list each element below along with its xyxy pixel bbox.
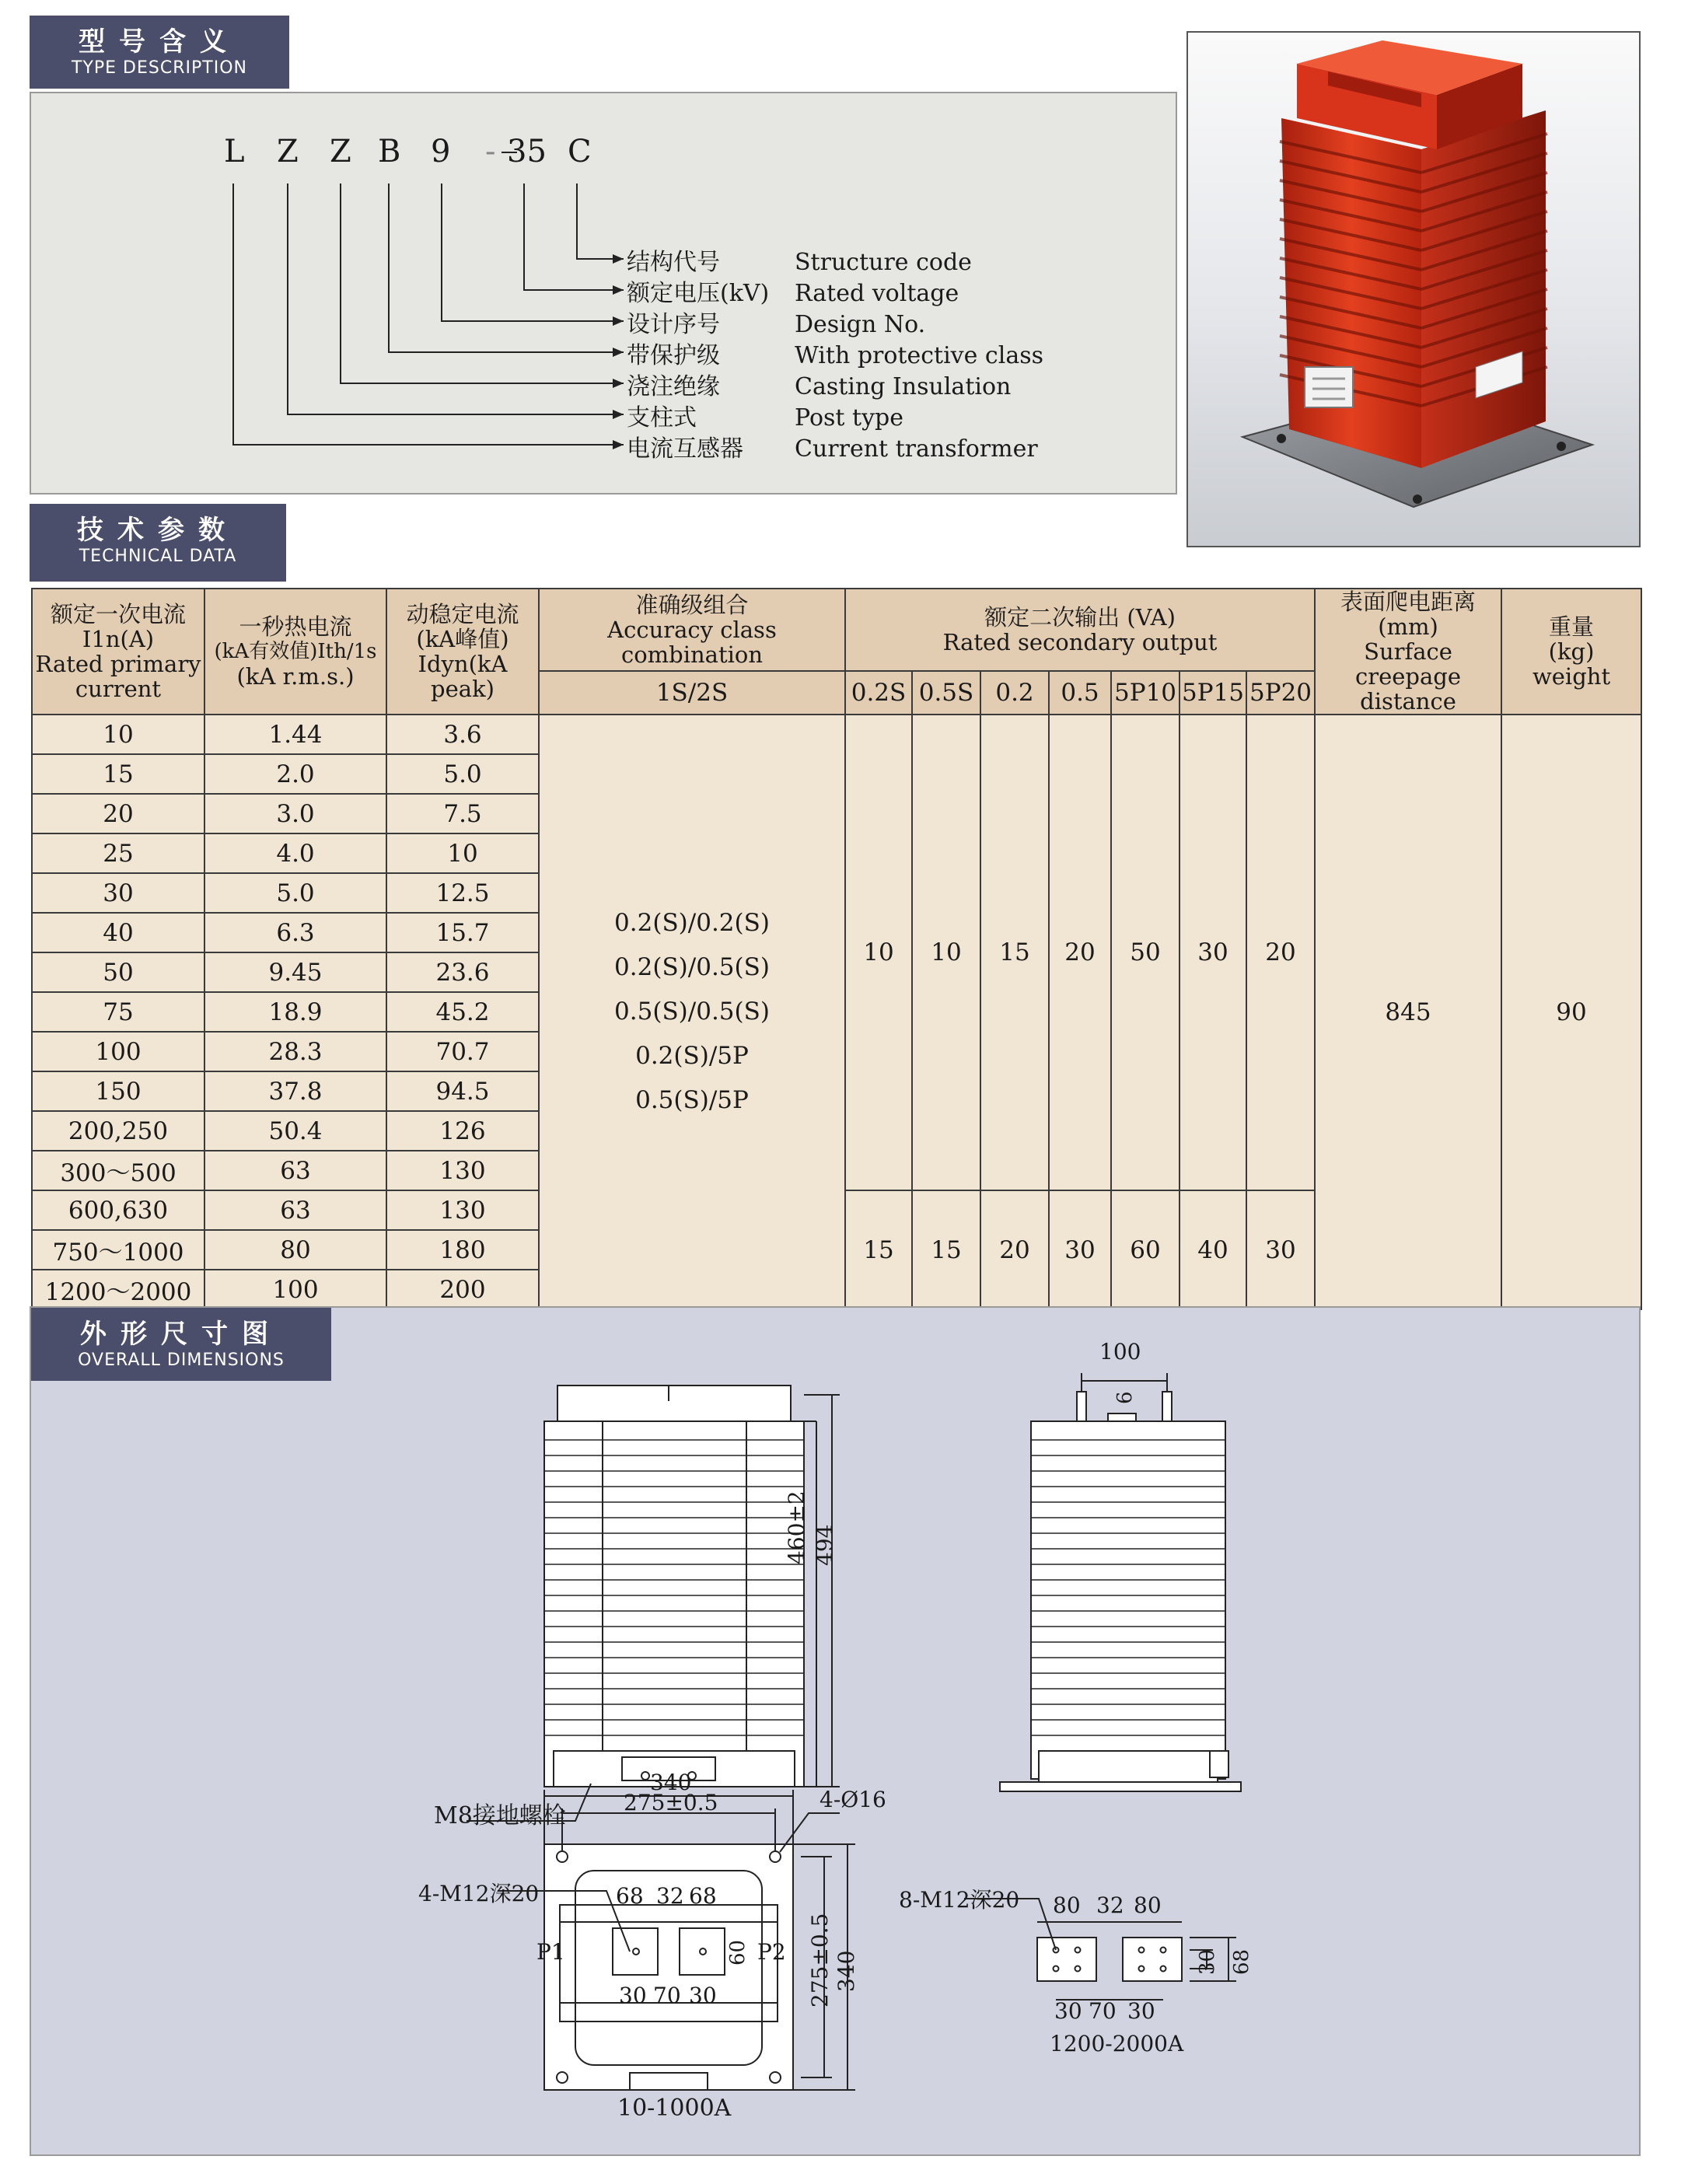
header-text: Idyn(kA peak) xyxy=(418,651,508,702)
cell-thermal: 6.3 xyxy=(204,913,386,952)
cell-accuracy-combinations xyxy=(539,715,845,1309)
desc-en: Design No. xyxy=(795,311,926,338)
code-letter-dash: - xyxy=(485,134,496,169)
cell-creepage: 845 xyxy=(1315,715,1501,1309)
cell-thermal: 37.8 xyxy=(204,1071,386,1111)
code-letter-35: 35 xyxy=(507,134,547,169)
dim-term-bot-3: 30 xyxy=(689,1983,717,2008)
accuracy-item: 0.2(S)/0.2(S) xyxy=(614,909,770,937)
terminal-p1: P1 xyxy=(536,1939,565,1965)
desc-cn: 结构代号 xyxy=(627,249,720,276)
technical-data-header-cn: 技术参数 xyxy=(77,515,239,546)
header-text: 一秒热电流 xyxy=(239,613,352,640)
col-header-primary xyxy=(32,589,204,715)
class-5p10: 5P10 xyxy=(1111,671,1179,715)
cell-primary: 10 xyxy=(32,715,204,754)
cell-primary: 75 xyxy=(32,992,204,1032)
cell-dynamic: 23.6 xyxy=(386,952,539,992)
header-text: (kA有效值)Ith/1s xyxy=(214,640,377,663)
dimension-drawings xyxy=(31,1308,1639,2154)
large-bot-2: 70 xyxy=(1089,1998,1117,2024)
cell-thermal: 1.44 xyxy=(204,715,386,754)
cell-output-g1: 15 xyxy=(980,715,1049,1190)
technical-data-header xyxy=(30,504,286,582)
cell-primary: 100 xyxy=(32,1032,204,1071)
cell-thermal: 3.0 xyxy=(204,794,386,833)
cell-dynamic: 15.7 xyxy=(386,913,539,952)
header-text: I1n(A) xyxy=(82,626,155,652)
dim-term-top-3: 68 xyxy=(689,1883,717,1909)
cell-primary: 40 xyxy=(32,913,204,952)
cell-primary: 300～500 xyxy=(32,1151,204,1190)
col-header-accuracy-sub: 1S/2S xyxy=(539,671,845,715)
header-text: Rated primary xyxy=(35,651,201,677)
cell-primary: 1200～2000 xyxy=(32,1270,204,1309)
cell-dynamic: 45.2 xyxy=(386,992,539,1032)
cell-output-g1: 10 xyxy=(912,715,980,1190)
cell-output-g1: 20 xyxy=(1246,715,1315,1190)
bolt-label: M8接地螺栓 xyxy=(434,1802,566,1829)
large-tapped: 8-M12深20 xyxy=(899,1887,1020,1913)
product-photo xyxy=(1186,31,1641,547)
cell-dynamic: 70.7 xyxy=(386,1032,539,1071)
overall-dimensions-header xyxy=(31,1308,331,1381)
header-text: 表面爬电距离 xyxy=(1340,589,1477,615)
desc-en: Structure code xyxy=(795,249,972,276)
desc-row-structure xyxy=(627,243,972,277)
type-description-header-en: TYPE DESCRIPTION xyxy=(72,58,247,78)
cell-thermal: 2.0 xyxy=(204,754,386,794)
header-text: current xyxy=(75,676,162,702)
cell-output-g2: 30 xyxy=(1246,1190,1315,1309)
col-header-weight xyxy=(1501,589,1641,715)
cell-primary: 20 xyxy=(32,794,204,833)
cell-primary: 150 xyxy=(32,1071,204,1111)
cell-output-g2: 20 xyxy=(980,1190,1049,1309)
range-10-1000a: 10-1000A xyxy=(617,2095,732,2122)
cell-output-g1: 50 xyxy=(1111,715,1179,1190)
large-top-1: 80 xyxy=(1053,1892,1081,1918)
cell-thermal: 28.3 xyxy=(204,1032,386,1071)
header-text: 动稳定电流 xyxy=(406,601,519,627)
code-letter-c: C xyxy=(568,134,592,169)
terminal-p2: P2 xyxy=(757,1939,786,1965)
header-text: distance xyxy=(1360,688,1456,715)
header-text: (kA r.m.s.) xyxy=(236,663,355,690)
cell-thermal: 50.4 xyxy=(204,1111,386,1151)
type-description-panel xyxy=(30,92,1177,494)
cell-primary: 15 xyxy=(32,754,204,794)
range-1200-2000a: 1200-2000A xyxy=(1050,2031,1184,2056)
dim-front-total-height: 494 xyxy=(812,1524,837,1566)
desc-cn: 支柱式 xyxy=(627,404,697,432)
dim-side-top-width: 100 xyxy=(1099,1339,1141,1365)
overall-dimensions-header-en: OVERALL DIMENSIONS xyxy=(78,1351,285,1370)
desc-row-ct xyxy=(627,429,1038,463)
header-text: 额定一次电流 xyxy=(50,601,186,627)
cell-dynamic: 7.5 xyxy=(386,794,539,833)
desc-row-design xyxy=(627,305,925,339)
cell-dynamic: 200 xyxy=(386,1270,539,1309)
cell-thermal: 5.0 xyxy=(204,873,386,913)
type-description-header-cn: 型号含义 xyxy=(79,26,240,58)
large-top-3: 80 xyxy=(1134,1892,1162,1918)
desc-row-voltage xyxy=(627,274,959,308)
cell-primary: 200,250 xyxy=(32,1111,204,1151)
technical-data-table xyxy=(31,588,1642,1310)
desc-row-casting xyxy=(627,367,1011,401)
cell-output-g2: 40 xyxy=(1179,1190,1246,1309)
cell-thermal: 18.9 xyxy=(204,992,386,1032)
cell-output-g2: 30 xyxy=(1049,1190,1111,1309)
desc-en: Rated voltage xyxy=(795,280,959,307)
desc-row-protective xyxy=(627,336,1043,370)
dim-term-bot-2: 70 xyxy=(653,1983,681,2008)
cell-thermal: 80 xyxy=(204,1230,386,1270)
dim-base-tapped: 4-M12深20 xyxy=(418,1881,540,1906)
header-text: (kg) xyxy=(1548,638,1595,665)
cell-thermal: 4.0 xyxy=(204,833,386,873)
technical-data-header-en: TECHNICAL DATA xyxy=(79,547,237,566)
header-text: Accuracy class combination xyxy=(607,616,777,668)
cell-output-g2: 15 xyxy=(912,1190,980,1309)
desc-en: Casting Insulation xyxy=(795,373,1012,400)
class-0-5: 0.5 xyxy=(1049,671,1111,715)
dim-term-bot-1: 30 xyxy=(619,1983,647,2008)
cell-output-g1: 10 xyxy=(845,715,912,1190)
cell-dynamic: 126 xyxy=(386,1111,539,1151)
cell-thermal: 63 xyxy=(204,1190,386,1230)
code-letter-b: B xyxy=(378,134,401,169)
overall-dimensions-header-cn: 外形尺寸图 xyxy=(80,1319,282,1350)
dim-term-top-2: 32 xyxy=(656,1883,684,1909)
dim-base-width: 340 xyxy=(650,1770,692,1795)
accuracy-item: 0.5(S)/5P xyxy=(635,1086,749,1114)
desc-row-post xyxy=(627,398,903,432)
accuracy-item: 0.2(S)/0.5(S) xyxy=(614,953,770,981)
desc-en: With protective class xyxy=(795,342,1043,369)
cell-output-g1: 20 xyxy=(1049,715,1111,1190)
cell-thermal: 63 xyxy=(204,1151,386,1190)
cell-output-g2: 60 xyxy=(1111,1190,1179,1309)
desc-cn: 带保护级 xyxy=(627,342,720,369)
dim-side-top-gap: 6 xyxy=(1113,1391,1137,1404)
col-header-dynamic xyxy=(386,589,539,715)
large-h1: 30 xyxy=(1196,1948,1219,1975)
header-text: Rated secondary output xyxy=(942,628,1218,655)
dim-base-v-span: 275±0.5 xyxy=(807,1913,833,2008)
header-text: Surface creepage xyxy=(1355,638,1462,690)
dim-term-height: 60 xyxy=(726,1939,750,1966)
class-5p20: 5P20 xyxy=(1246,671,1315,715)
desc-cn: 浇注绝缘 xyxy=(627,373,720,400)
header-text: 准确级组合 xyxy=(635,591,749,618)
desc-cn: 电流互感器 xyxy=(627,435,743,463)
overall-dimensions-panel xyxy=(30,1306,1641,2156)
cell-dynamic: 3.6 xyxy=(386,715,539,754)
cell-primary: 25 xyxy=(32,833,204,873)
cell-dynamic: 94.5 xyxy=(386,1071,539,1111)
cell-weight: 90 xyxy=(1501,715,1641,1309)
large-h2: 68 xyxy=(1230,1948,1253,1975)
desc-cn: 设计序号 xyxy=(627,311,720,338)
cell-dynamic: 10 xyxy=(386,833,539,873)
class-0-2s: 0.2S xyxy=(845,671,912,715)
col-header-creepage xyxy=(1315,589,1501,715)
cell-dynamic: 180 xyxy=(386,1230,539,1270)
cell-dynamic: 12.5 xyxy=(386,873,539,913)
large-top-2: 32 xyxy=(1096,1892,1124,1918)
code-letter-z2: Z xyxy=(330,134,351,169)
col-header-thermal xyxy=(204,589,386,715)
dim-base-hole-span: 275±0.5 xyxy=(624,1790,718,1815)
header-text: 重量 xyxy=(1549,613,1595,640)
cell-dynamic: 5.0 xyxy=(386,754,539,794)
dim-front-inner-height: 460±2 xyxy=(784,1490,809,1564)
desc-en: Current transformer xyxy=(795,435,1038,463)
cell-dynamic: 130 xyxy=(386,1190,539,1230)
table-row xyxy=(32,715,1641,754)
type-description-header xyxy=(30,16,289,89)
cell-dynamic: 130 xyxy=(386,1151,539,1190)
cell-primary: 30 xyxy=(32,873,204,913)
cell-output-g1: 30 xyxy=(1179,715,1246,1190)
header-text: weight xyxy=(1532,663,1611,690)
accuracy-item: 0.5(S)/0.5(S) xyxy=(614,998,770,1026)
cell-primary: 750～1000 xyxy=(32,1230,204,1270)
large-bot-1: 30 xyxy=(1054,1998,1082,2024)
col-header-accuracy xyxy=(539,589,845,671)
cell-thermal: 100 xyxy=(204,1270,386,1309)
cell-primary: 600,630 xyxy=(32,1190,204,1230)
desc-en: Post type xyxy=(795,404,903,432)
code-letter-z1: Z xyxy=(277,134,299,169)
cell-primary: 50 xyxy=(32,952,204,992)
dim-base-holes: 4-Ø16 xyxy=(820,1787,886,1812)
accuracy-item: 0.2(S)/5P xyxy=(635,1042,749,1070)
class-0-5s: 0.5S xyxy=(912,671,980,715)
col-header-output xyxy=(845,589,1315,671)
cell-output-g2: 15 xyxy=(845,1190,912,1309)
header-text: 额定二次输出 (VA) xyxy=(984,603,1176,631)
class-5p15: 5P15 xyxy=(1179,671,1246,715)
header-text: (kA峰值) xyxy=(416,626,509,652)
code-letter-l: L xyxy=(224,134,245,169)
dim-term-top-1: 68 xyxy=(616,1883,644,1909)
class-0-2: 0.2 xyxy=(980,671,1049,715)
header-text: (mm) xyxy=(1378,613,1438,640)
code-letter-9: 9 xyxy=(431,134,451,169)
cell-thermal: 9.45 xyxy=(204,952,386,992)
large-bot-3: 30 xyxy=(1127,1998,1155,2024)
dim-base-v-total: 340 xyxy=(834,1950,859,1992)
desc-cn: 额定电压(kV) xyxy=(627,280,770,307)
current-transformer-illustration xyxy=(1188,33,1639,546)
